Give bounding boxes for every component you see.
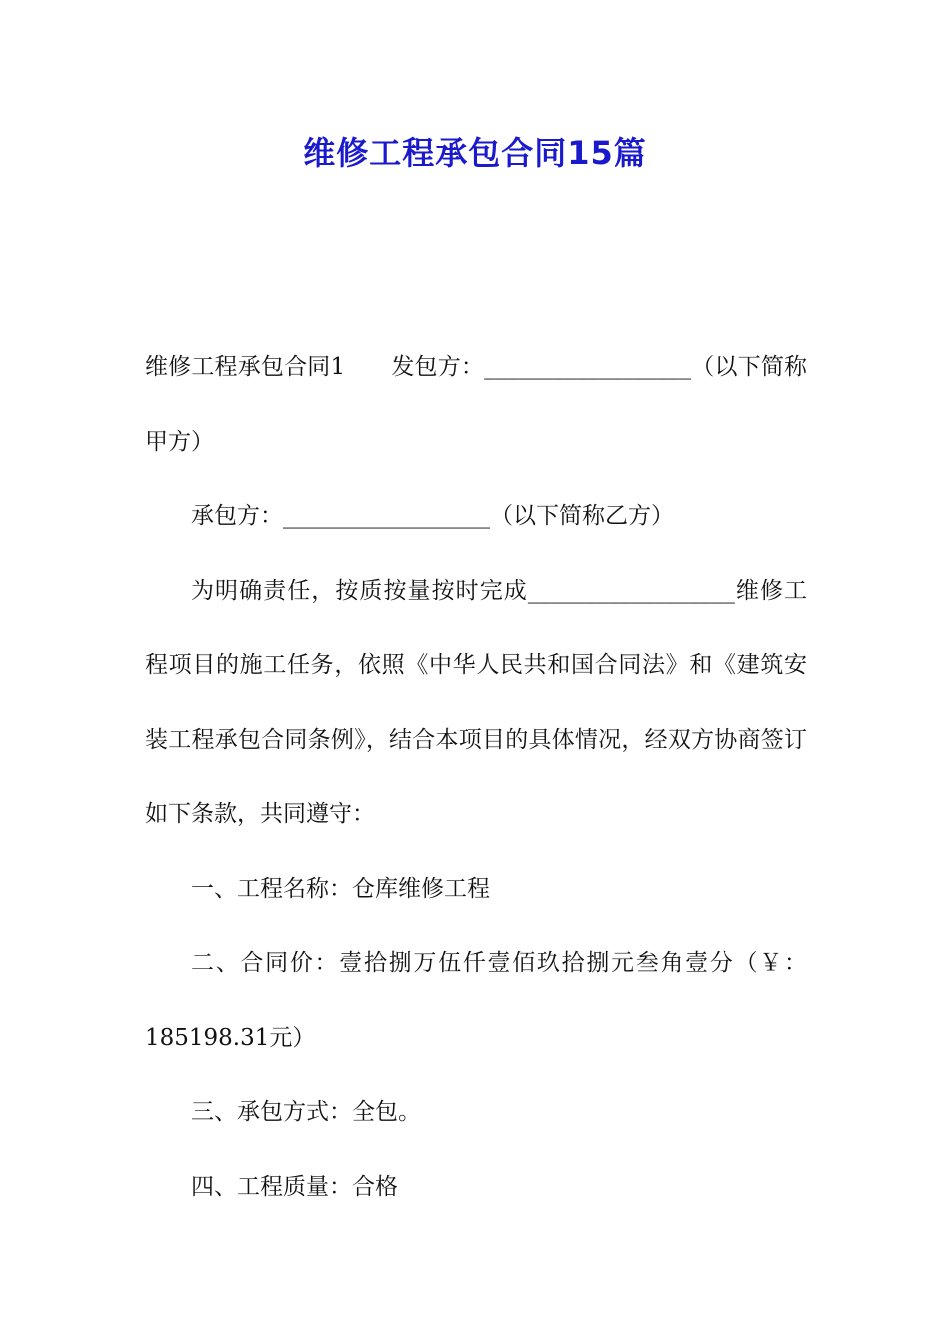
paragraph-purpose: 为明确责任，按质按量按时完成__________________维修工程项目的施工任务，依照《中华人民共和国合同法》和《建筑安装工程承包合同条例》，结合本项目的具体情况，经双方协商签订如下条款，共同遵守： <box>145 577 807 827</box>
document-title: 维修工程承包合同15篇 <box>303 134 647 172</box>
paragraph-contract-price: 二、合同价：壹拾捌万伍仟壹佰玖拾捌元叁角壹分（￥：185198.31元） <box>145 950 807 1051</box>
paragraph-party-b: 承包方：__________________（以下简称乙方） <box>191 503 674 529</box>
document-body <box>145 330 807 1224</box>
contract-number-label: 维修工程承包合同1 <box>145 354 346 380</box>
party-a-line: 发包方：__________________（以下简称甲方） <box>145 354 808 455</box>
paragraph-contract-method: 三、承包方式：全包。 <box>191 1099 421 1125</box>
paragraph-project-name: 一、工程名称：仓库维修工程 <box>191 875 490 902</box>
paragraph-quality: 四、工程质量：合格 <box>191 1173 398 1200</box>
paragraph-contract-heading <box>145 330 807 479</box>
